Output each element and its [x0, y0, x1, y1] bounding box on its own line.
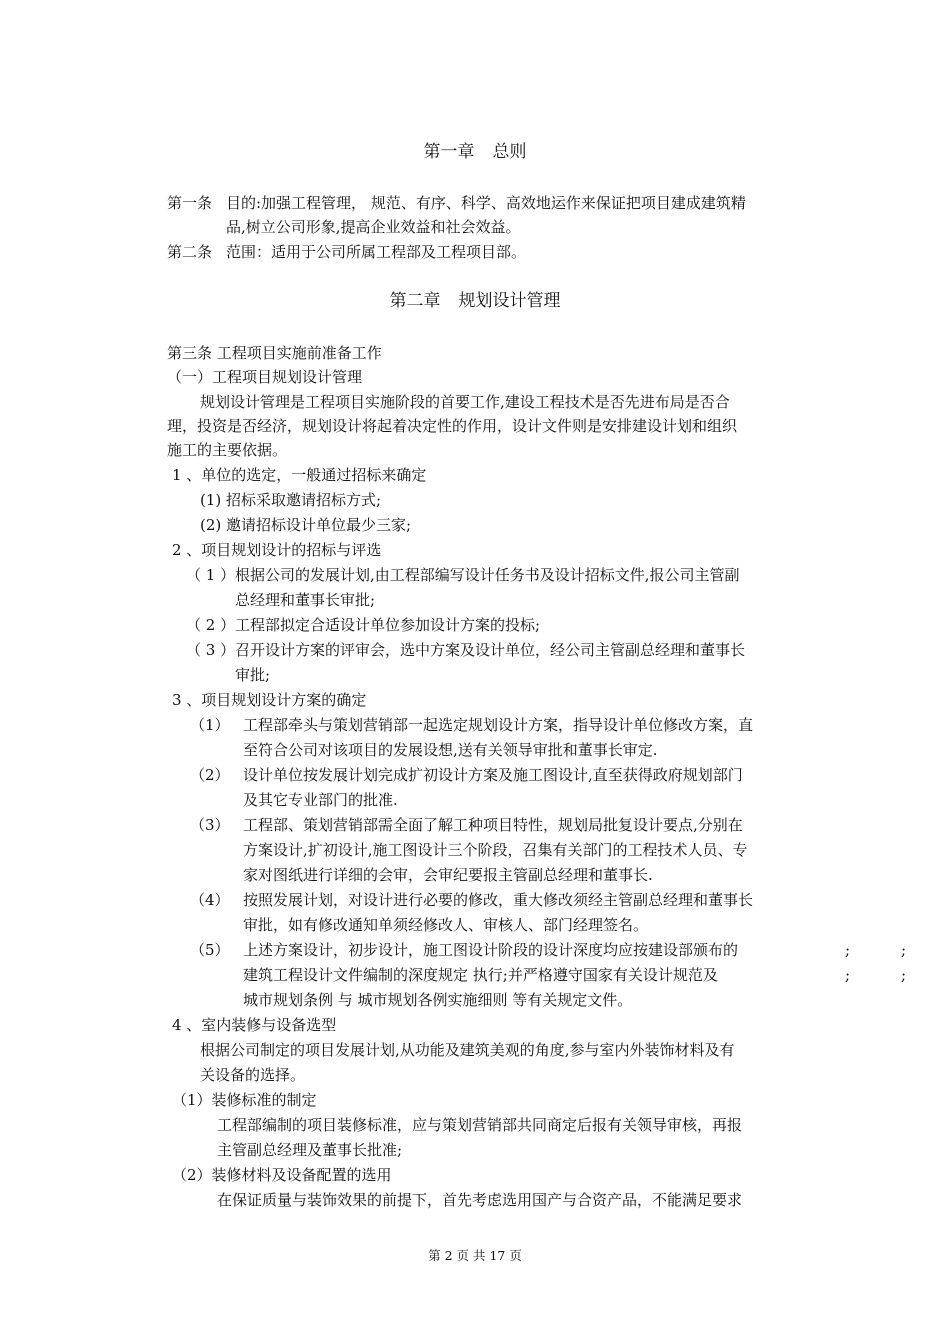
- article-3-title: 第三条 工程项目实施前准备工作: [167, 344, 382, 362]
- item-3-p5-line-3: 城市规划条例 与 城市规划各例实施细则 等有关规定文件。: [243, 991, 633, 1009]
- chapter-2-heading: [0, 289, 950, 313]
- item-4-s1-line-2: 主管副总经理及董事长批准;: [217, 1141, 403, 1159]
- item-2-p2-number: （ 2 ）: [186, 616, 236, 634]
- item-2-p1-number: （ 1 ）: [186, 566, 236, 584]
- item-2-p1-line-2: 总经理和董事长审批;: [235, 591, 376, 609]
- stray-semicolon: ;: [901, 966, 907, 984]
- item-1-a: (1) 招标采取邀请招标方式;: [200, 491, 382, 509]
- item-2-p3-line-1: 召开设计方案的评审会，选中方案及设计单位，经公司主管副总经理和董事长: [235, 641, 746, 659]
- item-3-p3-line-2: 方案设计,扩初设计,施工图设计三个阶段，召集有关部门的工程技术人员、专: [243, 841, 748, 859]
- page-footer: 第 2 页 共 17 页: [428, 1248, 522, 1263]
- chapter-1-heading: [0, 140, 950, 164]
- item-3-title: 3 、项目规划设计方案的确定: [172, 691, 367, 709]
- stray-semicolon: ;: [845, 966, 851, 984]
- intro-line-2: 理，投资是否经济，规划设计将起着决定性的作用，设计文件则是安排建设计划和组织: [167, 417, 738, 435]
- chapter-2-title: 规划设计管理: [458, 291, 561, 311]
- item-3-p5-line-1: 上述方案设计，初步设计，施工图设计阶段的设计深度均应按建设部颁布的: [243, 941, 739, 959]
- item-3-p5-line-2: 建筑工程设计文件编制的深度规定 执行;并严格遵守国家有关设计规范及: [243, 966, 718, 984]
- item-3-p1-line-1: 工程部牵头与策划营销部一起选定规划设计方案，指导设计单位修改方案，直: [243, 716, 754, 734]
- item-1-b: (2) 邀请招标设计单位最少三家;: [200, 516, 412, 534]
- intro-line-3: 施工的主要依据。: [167, 441, 288, 459]
- item-2-p2-line-1: 工程部拟定合适设计单位参加设计方案的投标;: [235, 616, 541, 634]
- stray-semicolon: ;: [901, 941, 907, 959]
- item-2-title: 2 、项目规划设计的招标与评选: [172, 541, 382, 559]
- item-4-s2-line-1: 在保证质量与装饰效果的前提下，首先考虑选用国产与合资产品，不能满足要求: [217, 1191, 743, 1209]
- item-3-p1-line-2: 至符合公司对该项目的发展设想,送有关领导审批和董事长审定.: [243, 741, 658, 759]
- item-3-p1-number: （1）: [190, 716, 230, 734]
- item-3-p5-number: （5）: [190, 941, 230, 959]
- chapter-2-number: 第二章: [389, 291, 441, 311]
- item-3-p3-line-1: 工程部、策划营销部需全面了解工种项目特性，规划局批复设计要点,分别在: [243, 816, 743, 834]
- item-2-p3-line-2: 审批;: [235, 666, 271, 684]
- item-4-s1-title: （1）装修标准的制定: [172, 1091, 317, 1109]
- item-3-p4-number: （4）: [190, 891, 230, 909]
- article-2-text: 范围：适用于公司所属工程部及工程项目部。: [226, 243, 527, 261]
- item-4-title: 4 、室内装修与设备选型: [172, 1016, 337, 1034]
- item-2-p1-line-1: 根据公司的发展计划,由工程部编写设计任务书及设计招标文件,报公司主管副: [235, 566, 740, 584]
- intro-line-1: 规划设计管理是工程项目实施阶段的首要工作,建设工程技术是否先进布局是否合: [200, 393, 730, 411]
- item-3-p2-number: （2）: [190, 766, 230, 784]
- item-3-p3-number: （3）: [190, 816, 230, 834]
- item-1-title: 1 、单位的选定，一般通过招标来确定: [172, 466, 427, 484]
- item-4-s1-line-1: 工程部编制的项目装修标准，应与策划营销部共同商定后报有关领导审核，再报: [217, 1116, 743, 1134]
- article-1-label: 第一条: [167, 194, 213, 212]
- item-3-p2-line-2: 及其它专业部门的批准.: [243, 791, 398, 809]
- article-1-line-2: 品,树立公司形象,提高企业效益和社会效益。: [226, 218, 521, 236]
- item-3-p4-line-1: 按照发展计划，对设计进行必要的修改，重大修改须经主管副总经理和董事长: [243, 891, 754, 909]
- stray-semicolon: ;: [845, 941, 851, 959]
- section-1-title: （一）工程项目规划设计管理: [167, 368, 363, 386]
- item-2-p3-number: （ 3 ）: [186, 641, 236, 659]
- item-4-line-2: 关设备的选择。: [200, 1066, 306, 1084]
- item-3-p2-line-1: 设计单位按发展计划完成扩初设计方案及施工图设计,直至获得政府规划部门: [243, 766, 743, 784]
- chapter-1-number: 第一章: [423, 142, 475, 162]
- item-3-p3-line-3: 家对图纸进行详细的会审，会审纪要报主管副总经理和董事长.: [243, 866, 653, 884]
- chapter-1-title: 总则: [492, 142, 527, 162]
- item-4-line-1: 根据公司制定的项目发展计划,从功能及建筑美观的角度,参与室内外装饰材料及有: [200, 1041, 735, 1059]
- item-4-s2-title: （2）装修材料及设备配置的选用: [172, 1166, 392, 1184]
- article-2-label: 第二条: [167, 243, 213, 261]
- item-3-p4-line-2: 审批，如有修改通知单须经修改人、审核人、部门经理签名。: [243, 916, 649, 934]
- article-1-line-1: 目的:加强工程管理， 规范、有序、科学、高效地运作来保证把项目建成建筑精: [226, 194, 746, 212]
